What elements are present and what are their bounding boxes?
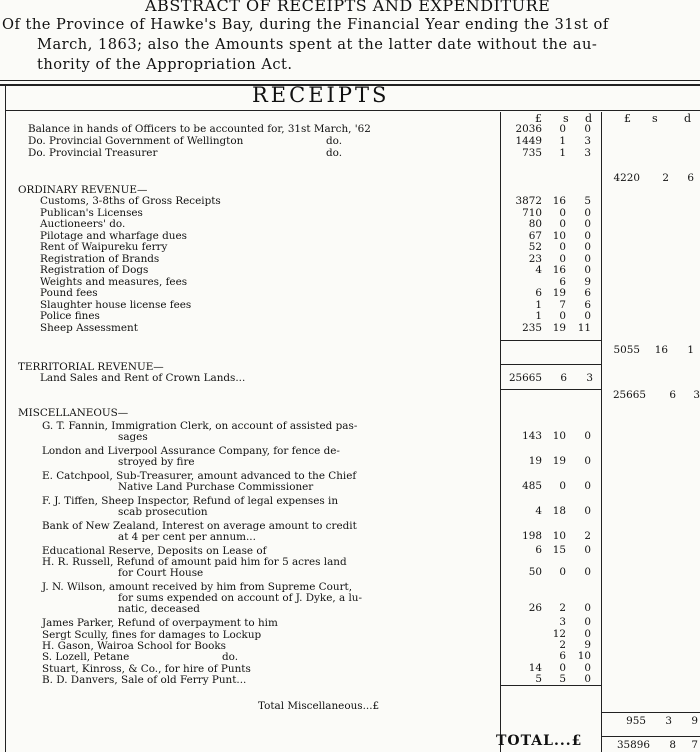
amount-pence: 0 <box>584 252 591 265</box>
amount-pence: 0 <box>584 123 591 135</box>
subtotal-rule <box>501 340 601 341</box>
amount-pence: 10 <box>577 650 591 663</box>
misc-item-text: sages <box>118 431 148 443</box>
misc-item-text: Native Land Purchase Commissioner <box>118 481 314 493</box>
amount-pounds: 1449 <box>515 135 542 147</box>
amount-pounds: 235 <box>522 321 542 334</box>
amount-shillings: 0 <box>559 241 566 253</box>
amount-pounds: 4 <box>535 505 542 517</box>
amount-shillings: 10 <box>552 430 566 442</box>
revenue-label: Rent of Waipureku ferry <box>40 241 168 253</box>
amount-pence: 0 <box>584 505 591 517</box>
misc-item-text: G. T. Fannin, Immigration Clerk, on account of assisted pas- <box>42 420 358 432</box>
misc-item-text: London and Liverpool Assurance Company, for fence de- <box>42 445 340 457</box>
amount-pounds: 5 <box>535 672 542 685</box>
amount-pounds: 6 <box>535 544 542 556</box>
amount-shillings: 16 <box>552 264 566 276</box>
misc-item-text: H. R. Russell, Refund of amount paid him for 5 acres land <box>42 556 347 569</box>
misc-item-text: F. J. Tiffen, Sheep Inspector, Refund of legal expenses in <box>42 495 339 507</box>
col-header-pence: d <box>585 112 593 125</box>
revenue-label: Pound fees <box>40 287 98 299</box>
misc-total-rule-right <box>601 712 700 713</box>
total-pence: 9 <box>691 715 698 727</box>
amount-pence: 6 <box>584 298 591 311</box>
territorial-row <box>28 373 700 384</box>
revenue-label: Police fines <box>40 310 100 322</box>
ordinary-revenue-row <box>40 196 700 207</box>
amount-shillings: 2 <box>559 602 566 615</box>
amount-pounds: 198 <box>522 530 542 542</box>
amount-shillings: 10 <box>552 530 566 542</box>
amount-pounds: 735 <box>522 147 542 159</box>
amount-shillings: 19 <box>552 321 566 334</box>
amount-shillings: 0 <box>559 310 566 322</box>
amount-shillings: 6 <box>559 275 566 288</box>
amount-pence: 11 <box>577 321 591 334</box>
ordinary-revenue-row <box>40 323 700 334</box>
misc-item-text: Stuart, Kinross, & Co., for hire of Punts <box>42 662 251 675</box>
amount-shillings: 0 <box>559 252 566 265</box>
amount-shillings: 12 <box>552 627 566 640</box>
amount-pence: 0 <box>584 602 591 615</box>
misc-item-text: James Parker, Refund of overpayment to him <box>42 617 278 630</box>
amount-pence: 0 <box>584 206 591 219</box>
misc-item-text: Bank of New Zealand, Interest on average amount to credit <box>42 520 357 532</box>
amount-pence: 3 <box>586 372 593 384</box>
ordinary-revenue-row <box>40 242 700 253</box>
amount-pence: 0 <box>584 544 591 556</box>
ditto-mark: do. <box>222 651 239 664</box>
amount-shillings: 0 <box>559 566 566 579</box>
revenue-label: Weights and measures, fees <box>40 275 188 288</box>
misc-total <box>0 716 700 727</box>
amount-shillings: 0 <box>559 661 566 674</box>
amount-shillings: 1 <box>559 135 566 147</box>
revenue-label: Registration of Dogs <box>40 264 149 276</box>
col-header-pound-2: £ <box>624 112 631 125</box>
territorial-revenue-heading: TERRITORIAL REVENUE— <box>18 361 164 373</box>
misc-item-text: natic, deceased <box>118 603 200 616</box>
ditto-mark: do. <box>326 135 343 147</box>
ordinary-revenue-row <box>40 265 700 276</box>
revenue-label: Pilotage and wharfage dues <box>40 229 187 242</box>
amount-shillings: 0 <box>559 206 566 219</box>
revenue-label: Slaughter house license fees <box>40 298 192 311</box>
amount-shillings: 18 <box>552 505 566 517</box>
revenue-label: Registration of Brands <box>40 252 160 265</box>
amount-shillings: 15 <box>552 544 566 556</box>
ordinary-revenue-row <box>40 231 700 242</box>
amount-pounds: 143 <box>522 430 542 442</box>
amount-pounds: 19 <box>528 455 542 467</box>
total-shillings: 16 <box>654 344 668 356</box>
amount-shillings: 10 <box>552 229 566 242</box>
amount-shillings: 2 <box>559 638 566 651</box>
section-title: RECEIPTS <box>252 83 390 107</box>
amount-pounds: 2036 <box>515 123 542 135</box>
amount-pence: 0 <box>584 264 591 276</box>
amount-pence: 0 <box>584 310 591 322</box>
amount-pounds: 52 <box>528 241 542 253</box>
revenue-label: Auctioneers' do. <box>40 218 126 230</box>
amount-shillings: 1 <box>559 147 566 159</box>
ordinary-revenue-row <box>40 208 700 219</box>
balance-label: Do. Provincial Government of Wellington <box>28 135 244 147</box>
revenue-label: Customs, 3-8ths of Gross Receipts <box>40 195 221 207</box>
amount-pounds: 6 <box>535 287 542 299</box>
total-pence: 3 <box>693 389 700 401</box>
misc-item-text: stroyed by fire <box>118 456 195 468</box>
amount-shillings: 19 <box>552 455 566 467</box>
amount-pence: 0 <box>584 218 591 230</box>
amount-pounds: 23 <box>528 252 542 265</box>
ordinary-total <box>0 345 700 356</box>
amount-pence: 0 <box>584 616 591 629</box>
balances-total <box>0 173 700 184</box>
misc-item-text: at 4 per cent per annum... <box>118 531 256 543</box>
amount-shillings: 6 <box>560 372 567 384</box>
balance-row <box>28 148 700 159</box>
amount-shillings: 19 <box>552 287 566 299</box>
grand-total-pounds: 35896 <box>616 739 650 751</box>
ordinary-revenue-row <box>40 311 700 322</box>
misc-total-label: Total Miscellaneous...£ <box>258 700 380 712</box>
amount-pence: 0 <box>584 229 591 242</box>
total-pounds: 955 <box>626 715 646 727</box>
ordinary-revenue-row <box>40 300 700 311</box>
amount-pounds: 3872 <box>515 195 542 207</box>
balance-label: Balance in hands of Officers to be accounted for, 31st March, '62 <box>28 123 371 135</box>
col-header-pound: £ <box>535 112 542 125</box>
misc-item-text: E. Catchpool, Sub-Treasurer, amount advanced to the Chief <box>42 470 357 482</box>
misc-item-text: S. Lozell, Petane <box>42 651 130 664</box>
amount-pence: 3 <box>584 147 591 159</box>
amount-shillings: 16 <box>552 195 566 207</box>
misc-item-text: scab prosecution <box>118 506 208 518</box>
title-line-1: ABSTRACT OF RECEIPTS AND EXPENDITURE <box>145 0 551 15</box>
territorial-label: Land Sales and Rent of Crown Lands... <box>40 372 246 384</box>
amount-pence: 2 <box>584 530 591 542</box>
total-pounds: 4220 <box>613 172 640 184</box>
total-pounds: 5055 <box>613 344 640 356</box>
total-shillings: 6 <box>669 389 676 401</box>
amount-shillings: 5 <box>559 672 566 685</box>
ordinary-revenue-row <box>40 254 700 265</box>
territorial-box-top <box>501 364 601 365</box>
grand-total-rule <box>601 736 700 737</box>
amount-pounds: 1 <box>535 310 542 322</box>
amount-pence: 9 <box>584 275 591 288</box>
amount-pounds: 14 <box>528 661 542 674</box>
col-header-shilling: s <box>563 112 569 125</box>
balance-label: Do. Provincial Treasurer <box>28 147 158 159</box>
amount-pence: 0 <box>584 566 591 579</box>
ordinary-revenue-row <box>40 277 700 288</box>
misc-item-text: H. Gason, Wairoa School for Books <box>42 639 226 652</box>
total-pence: 1 <box>687 344 694 356</box>
misc-item-text: for Court House <box>118 567 204 580</box>
grand-total-label: TOTAL...£ <box>496 733 583 749</box>
amount-pounds: 50 <box>528 566 542 579</box>
left-border <box>5 86 6 752</box>
amount-pence: 0 <box>584 627 591 640</box>
amount-pence: 0 <box>584 455 591 467</box>
title-line-2: Of the Province of Hawke's Bay, during the Financial Year ending the 31st of <box>2 16 609 33</box>
balance-row <box>28 124 700 135</box>
title-line-3: March, 1863; also the Amounts spent at the latter date without the au- <box>37 36 598 53</box>
misc-item-text: B. D. Danvers, Sale of old Ferry Punt... <box>42 673 247 686</box>
ordinary-revenue-heading: ORDINARY REVENUE— <box>18 184 148 196</box>
header-rule <box>5 110 700 111</box>
amount-pounds: 80 <box>528 218 542 230</box>
misc-heading: MISCELLANEOUS— <box>18 407 129 419</box>
amount-pence: 9 <box>584 638 591 651</box>
total-pounds: 25665 <box>612 389 646 401</box>
amount-shillings: 0 <box>559 218 566 230</box>
amount-pence: 6 <box>584 287 591 299</box>
amount-pounds: 4 <box>535 264 542 276</box>
misc-item-text: J. N. Wilson, amount received by him from Supreme Court, <box>42 581 353 594</box>
amount-shillings: 3 <box>559 616 566 629</box>
top-rule <box>0 80 700 81</box>
ordinary-revenue-row <box>40 288 700 299</box>
amount-pounds: 67 <box>528 229 542 242</box>
amount-pence: 0 <box>584 241 591 253</box>
ordinary-revenue-row <box>40 219 700 230</box>
amount-pounds: 1 <box>535 298 542 311</box>
grand-total-shillings: 8 <box>669 739 676 751</box>
misc-total-rule <box>501 685 601 686</box>
revenue-label: Sheep Assessment <box>40 321 138 334</box>
territorial-total <box>0 390 700 401</box>
amount-pence: 0 <box>584 661 591 674</box>
amount-pounds: 485 <box>522 480 542 492</box>
misc-item-text: Educational Reserve, Deposits on Lease of <box>42 545 267 557</box>
col-header-shilling-2: s <box>652 112 658 125</box>
amount-shillings: 0 <box>559 123 566 135</box>
balance-row <box>28 136 700 147</box>
misc-item-text: Sergt Scully, fines for damages to Lockup <box>42 628 262 641</box>
col-header-pence-2: d <box>684 112 692 125</box>
revenue-label: Publican's Licenses <box>40 206 143 219</box>
amount-pounds: 26 <box>528 602 542 615</box>
title-line-4: thority of the Appropriation Act. <box>37 56 293 73</box>
total-shillings: 3 <box>665 715 672 727</box>
amount-pounds: 710 <box>522 206 542 219</box>
amount-shillings: 7 <box>559 298 566 311</box>
amount-shillings: 6 <box>559 650 566 663</box>
amount-pence: 3 <box>584 135 591 147</box>
ditto-mark: do. <box>326 147 343 159</box>
amount-pence: 5 <box>584 195 591 207</box>
total-pence: 6 <box>687 172 694 184</box>
grand-total-pence: 7 <box>691 739 698 751</box>
amount-pence: 0 <box>584 430 591 442</box>
amount-pence: 0 <box>584 672 591 685</box>
grand-total <box>0 740 700 751</box>
amount-shillings: 0 <box>559 480 566 492</box>
amount-pounds: 25665 <box>508 372 542 384</box>
misc-item-text: for sums expended on account of J. Dyke, a lu- <box>118 592 362 605</box>
amount-pence: 0 <box>584 480 591 492</box>
total-shillings: 2 <box>662 172 669 184</box>
